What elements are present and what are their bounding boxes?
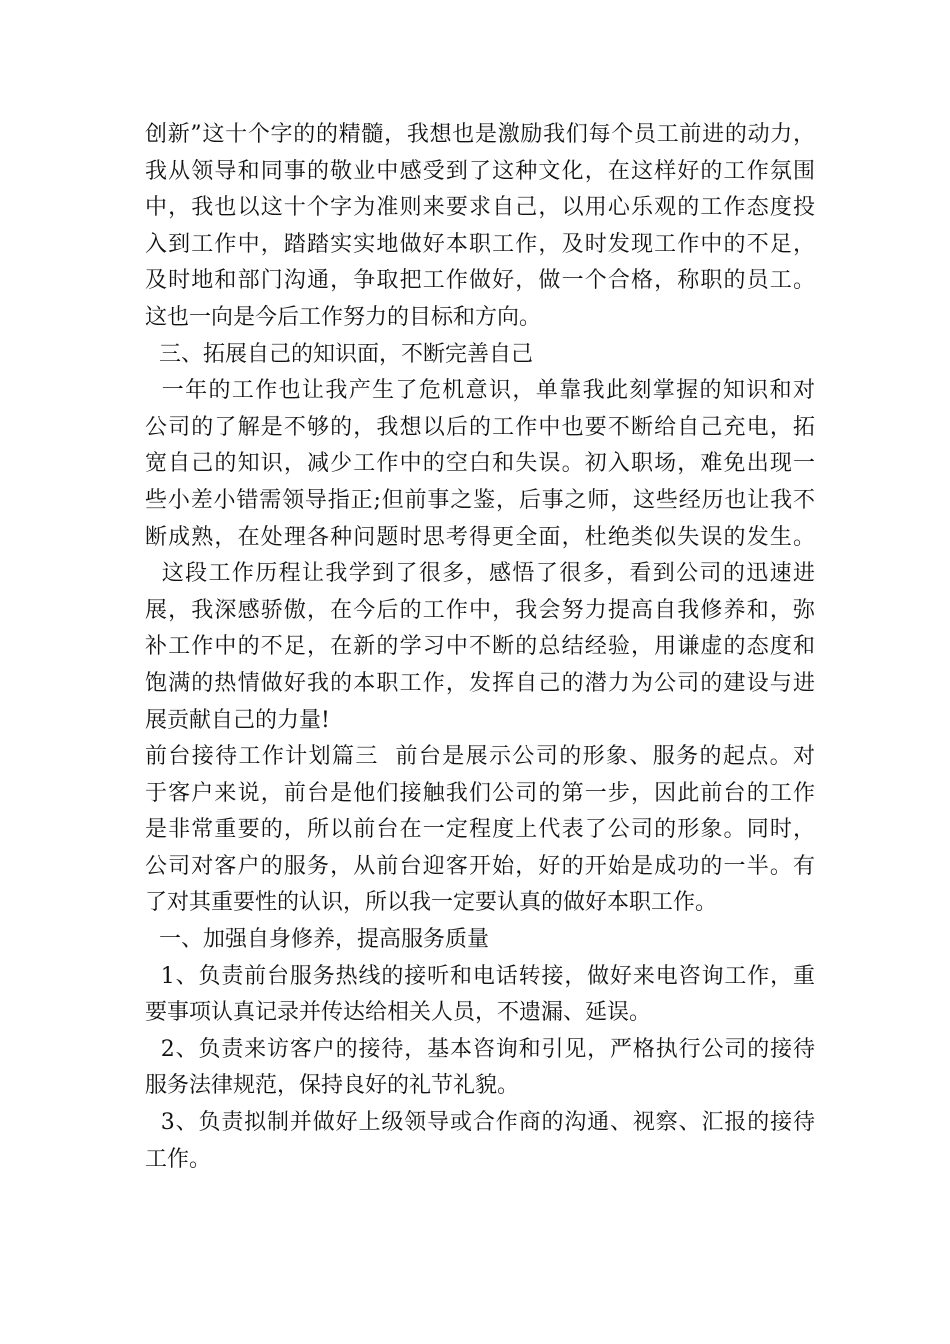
text-line: 1、负责前台服务热线的接听和电话转接，做好来电咨询工作，重: [145, 963, 815, 989]
text-line: 入到工作中，踏踏实实地做好本职工作，及时发现工作中的不足，: [145, 231, 815, 257]
text-line: 些小差小错需领导指正;但前事之鉴，后事之师，这些经历也让我不: [145, 487, 815, 513]
text-line: 这段工作历程让我学到了很多，感悟了很多，看到公司的迅速进: [145, 561, 815, 587]
text-line: 要事项认真记录并传达给相关人员，不遗漏、延误。: [145, 1000, 652, 1026]
text-line: 公司的了解是不够的，我想以后的工作中也要不断给自己充电，拓: [145, 414, 815, 440]
text-line: 服务法律规范，保持良好的礼节礼貌。: [145, 1073, 520, 1099]
body-text: [145, 117, 815, 1178]
text-line: 工作。: [145, 1146, 212, 1172]
text-line: 一年的工作也让我产生了危机意识，单靠我此刻掌握的知识和对: [145, 378, 815, 404]
section-heading: 三、拓展自己的知识面，不断完善自己: [145, 341, 533, 367]
text-line: 补工作中的不足，在新的学习中不断的总结经验，用谦虚的态度和: [145, 634, 815, 660]
text-line: 及时地和部门沟通，争取把工作做好，做一个合格，称职的员工。: [145, 268, 815, 294]
section-heading: 一、加强自身修养，提高服务质量: [145, 927, 489, 953]
text-line: 了对其重要性的认识，所以我一定要认真的做好本职工作。: [145, 890, 718, 916]
text-line: 展贡献自己的力量!: [145, 707, 330, 733]
text-line: 公司对客户的服务，从前台迎客开始，好的开始是成功的一半。有: [145, 853, 815, 879]
text-line: 是非常重要的，所以前台在一定程度上代表了公司的形象。同时，: [145, 817, 815, 843]
text-line: 断成熟，在处理各种问题时思考得更全面，杜绝类似失误的发生。: [145, 524, 815, 550]
text-line: 宽自己的知识，减少工作中的空白和失误。初入职场，难免出现一: [145, 451, 815, 477]
text-line: 3、负责拟制并做好上级领导或合作商的沟通、视察、汇报的接待: [145, 1110, 815, 1136]
text-line: 饱满的热情做好我的本职工作，发挥自己的潜力为公司的建设与进: [145, 670, 815, 696]
text-line: 这也一向是今后工作努力的目标和方向。: [145, 304, 542, 330]
text-line: 于客户来说，前台是他们接触我们公司的第一步，因此前台的工作: [145, 780, 815, 806]
text-line: 展，我深感骄傲，在今后的工作中，我会努力提高自我修养和，弥: [145, 597, 815, 623]
text-line: 中，我也以这十个字为准则来要求自己，以用心乐观的工作态度投: [145, 195, 815, 221]
text-line: 我从领导和同事的敬业中感受到了这种文化，在这样好的工作氛围: [145, 158, 815, 184]
text-line: 前台接待工作计划篇三 前台是展示公司的形象、服务的起点。对: [145, 744, 815, 770]
text-line: 创新”这十个字的的精髓，我想也是激励我们每个员工前进的动力，: [145, 122, 815, 147]
text-line: 2、负责来访客户的接待，基本咨询和引见，严格执行公司的接待: [145, 1036, 815, 1062]
